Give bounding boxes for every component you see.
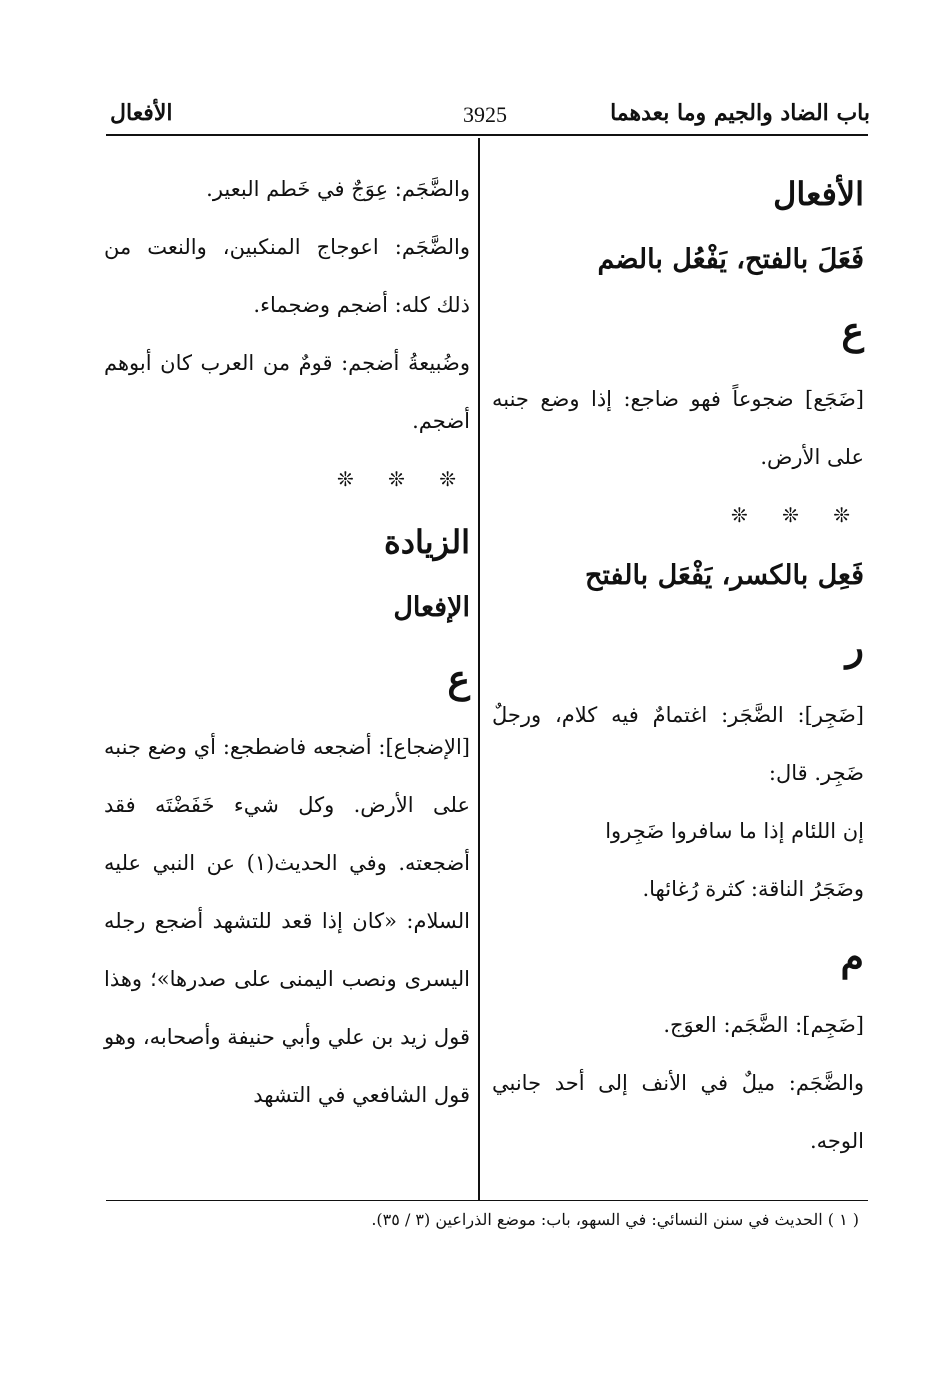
letter-heading-ra: ر: [845, 624, 864, 669]
header-right-title: باب الضاد والجيم وما بعدهما: [610, 100, 870, 126]
page-number: 3925: [463, 102, 507, 127]
header-left-title: الأفعال: [110, 100, 173, 126]
letter-heading-ain: ع: [841, 308, 864, 353]
right-column: [492, 160, 864, 1170]
header-rule: [106, 134, 868, 136]
section-separator: ❊ ❊ ❊: [731, 503, 864, 527]
letter-heading-mim: م: [840, 934, 864, 979]
section-title-afaal: الأفعال: [773, 175, 864, 213]
entry-idjaa: [الإضجاع]: أضجعه فاضطجع: أي وضع جنبه على الأرض. وكل شيء خَفَضْتَه فقد أضجعته. وفي الحديث(١) عن النبي عليه السلام: «كان إذا قعد للتشهد أضجع رجله اليسرى ونصب اليمنى على صدرها»؛ وهذا قول زيد بن علي وأبي حنيفة وأصحابه، وهو قول الشافعي في التشهد: [104, 735, 470, 1107]
entry-dubayaa: وضُبيعةُ أضجم: قومٌ من العرب كان أبوهم أضجم.: [104, 351, 470, 433]
section-title-ziyada: الزيادة: [384, 523, 470, 561]
entry-dajar-naqa: وضَجَرُ الناقة: كثرة رُغائها.: [642, 877, 864, 901]
entry-dajir: [ضَجِر]: الضَّجَر: اغتمامٌ فيه كلام، ورجلٌ ضَجِر. قال:: [492, 703, 864, 785]
column-divider: [478, 138, 480, 1200]
letter-heading-ain: ع: [447, 656, 470, 701]
entry-dajim: [ضَجِم]: الضَّجَم: العوَج.: [663, 1013, 864, 1037]
entry-dajam-anf: والضَّجَم: ميلٌ في الأنف إلى أحد جانبي الوجه.: [492, 1071, 864, 1153]
subtitle-kasra-fatha: فَعِل بالكسر، يَفْعَل بالفتح: [584, 560, 864, 591]
left-column: [104, 160, 470, 1124]
footnote-rule: [106, 1200, 868, 1201]
entry-dajaa: [ضَجَع] ضجوعاً فهو ضاجع: إذا وضع جنبه على الأرض.: [492, 387, 864, 469]
footnote: ( ١ ) الحديث في سنن النسائي: في السهو، باب: موضع الذراعين (٣ / ٣٥).: [371, 1210, 859, 1229]
poetry-verse: إن اللئام إذا ما سافروا ضَجِروا: [605, 819, 864, 843]
entry-dajam-baeer: والضَّجَم: عِوَجٌ في خَطم البعير.: [206, 177, 470, 201]
subtitle-ifaal: الإفعال: [393, 592, 470, 623]
subtitle-fatha-damma: فَعَلَ بالفتح، يَفْعُل بالضم: [597, 244, 864, 275]
entry-dajam-mankib: والضَّجَم: اعوجاج المنكبين، والنعت من ذلك كله: أضجم وضجماء.: [104, 235, 470, 317]
section-separator: ❊ ❊ ❊: [337, 467, 470, 491]
